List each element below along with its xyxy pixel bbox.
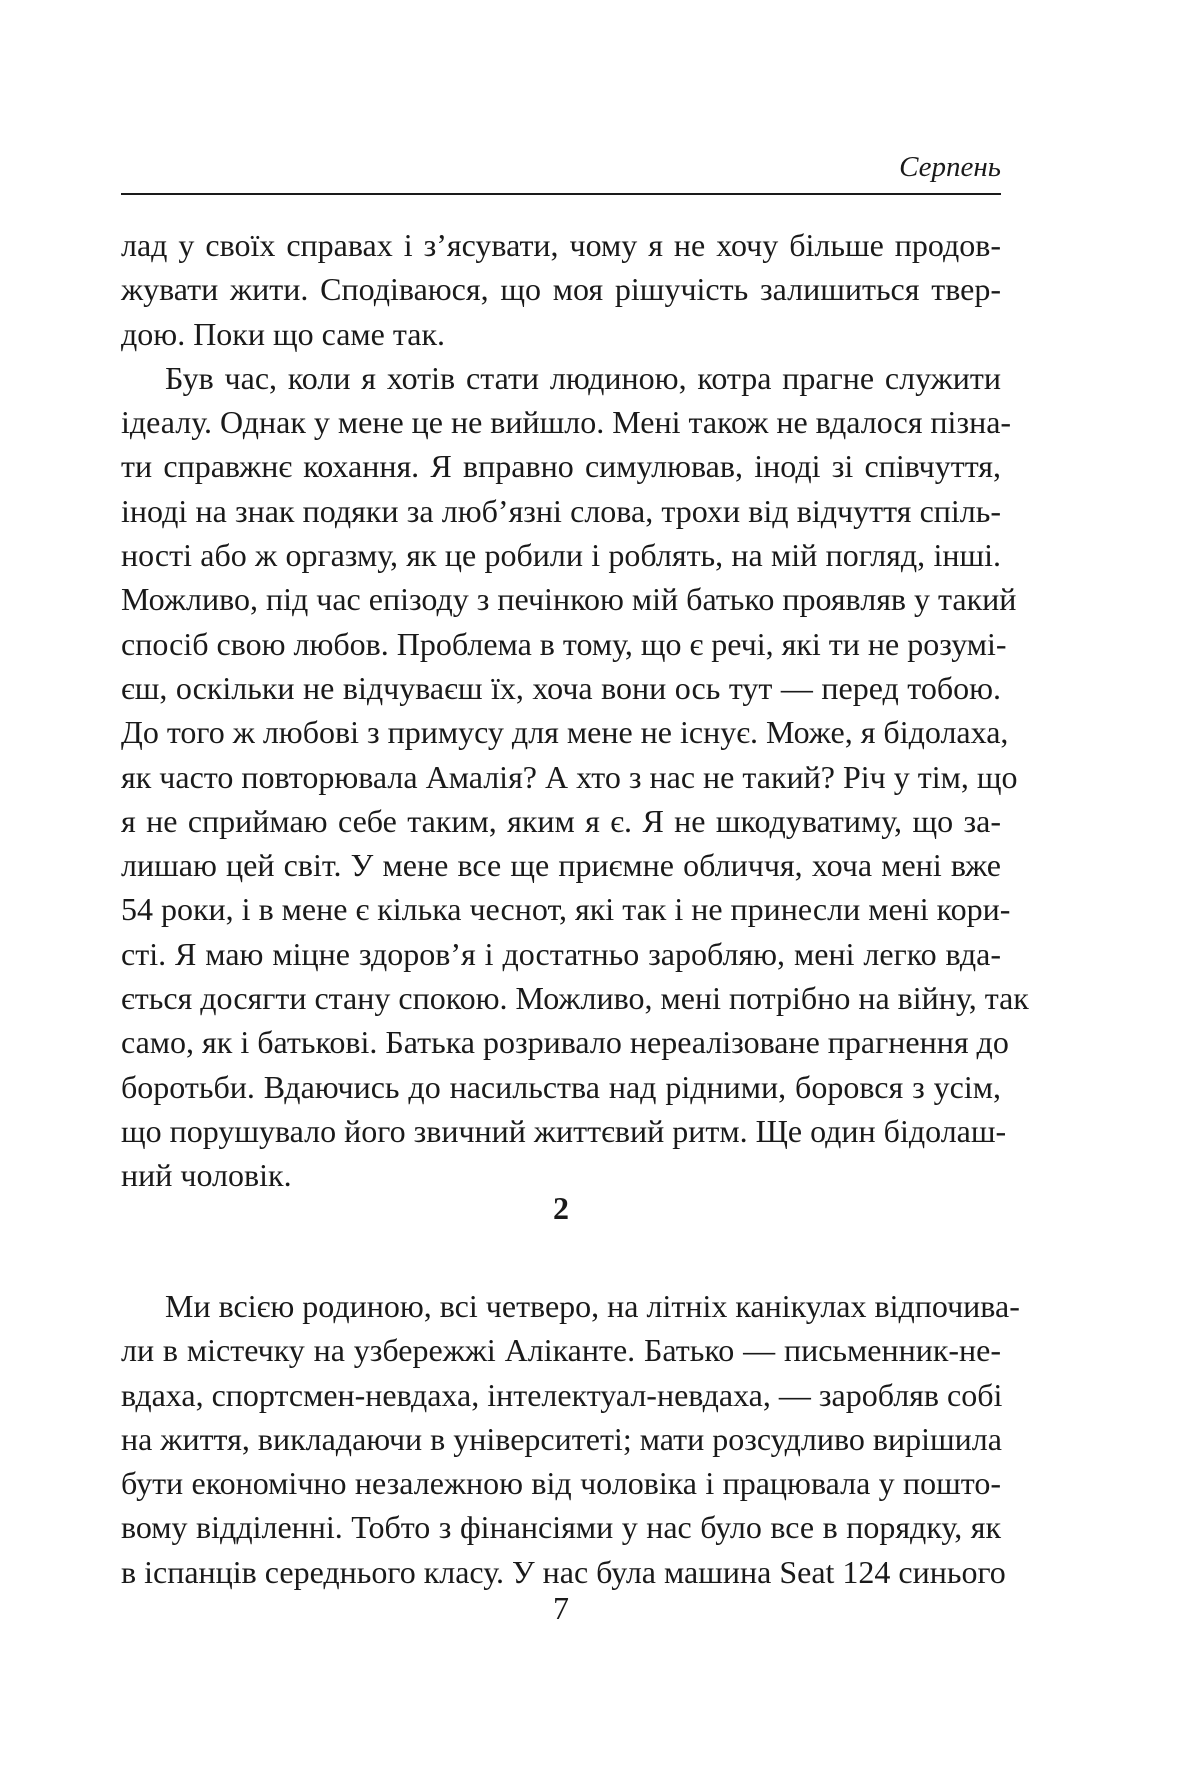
header-rule bbox=[121, 193, 1001, 195]
text-line: дою. Поки що саме так. bbox=[121, 315, 445, 352]
text-line: боротьби. Вдаючись до насильства над рідними, боровся з усім, bbox=[121, 1068, 1001, 1105]
text-line: спосіб свою любов. Проблема в тому, що є речі, які ти не розумі- bbox=[121, 625, 1007, 662]
text-block-bottom bbox=[121, 1284, 1020, 1594]
text-line: ності або ж оргазму, як це робили і роблять, на мій погляд, інші. bbox=[121, 537, 1001, 574]
page-number: 7 bbox=[553, 1590, 569, 1626]
text-line: сті. Я маю міцне здоров’я і достатньо заробляю, мені легко вда- bbox=[121, 935, 1001, 972]
text-line: на життя, викладаючи в університеті; мати розсудливо вирішила bbox=[121, 1420, 1002, 1457]
text-line: 54 роки, і в мене є кілька чеснот, які так і не принесли мені кори- bbox=[121, 891, 1011, 928]
text-line: вдаха, спортсмен-невдаха, інтелектуал-невдаха, — заробляв собі bbox=[121, 1376, 1003, 1413]
section-number: 2 bbox=[553, 1190, 569, 1226]
text-line: єш, оскільки не відчуваєш їх, хоча вони ось тут — перед тобою. bbox=[121, 669, 1001, 706]
text-block-top bbox=[121, 223, 1029, 1198]
text-line: Ми всією родиною, всі четверо, на літніх канікулах відпочива- bbox=[165, 1288, 1020, 1324]
text-line: іноді на знак подяки за люб’язні слова, трохи від відчуття спіль- bbox=[121, 492, 1001, 529]
text-line: само, як і батькові. Батька розривало нереалізоване прагнення до bbox=[121, 1024, 1009, 1061]
text-line: Був час, коли я хотів стати людиною, котра прагне служити bbox=[165, 359, 1001, 396]
text-line: ти справжнє кохання. Я вправно симулював, іноді зі співчуття, bbox=[121, 448, 1001, 485]
text-line: як часто повторювала Амалія? А хто з нас не такий? Річ у тім, що bbox=[121, 758, 1018, 795]
text-line: я не сприймаю себе таким, яким я є. Я не шкодуватиму, що за- bbox=[121, 802, 1001, 839]
text-line: ідеалу. Однак у мене це не вийшло. Мені також не вдалося пізна- bbox=[121, 404, 1012, 441]
text-line: До того ж любові з примусу для мене не існує. Може, я бідолаха, bbox=[121, 714, 1009, 751]
running-header: Серпень bbox=[899, 151, 1001, 183]
text-line: ний чоловік. bbox=[121, 1157, 292, 1194]
text-line: що порушувало його звичний життєвий ритм. Ще один бідолаш- bbox=[121, 1112, 1007, 1149]
text-line: бути економічно незалежною від чоловіка і працювала у пошто- bbox=[121, 1465, 1001, 1502]
text-line: лишаю цей світ. У мене все ще приємне обличчя, хоча мені вже bbox=[121, 847, 1001, 884]
text-line: в іспанців середнього класу. У нас була машина Seat 124 синього bbox=[121, 1553, 1006, 1590]
text-line: вому відділенні. Тобто з фінансіями у нас було все в порядку, як bbox=[121, 1509, 1001, 1546]
text-line: лад у своїх справах і з’ясувати, чому я не хочу більше продов- bbox=[121, 227, 1001, 263]
text-line: жувати жити. Сподіваюся, що моя рішучість залишиться твер- bbox=[121, 271, 1001, 308]
text-line: Можливо, під час епізоду з печінкою мій батько проявляв у такий bbox=[121, 581, 1017, 618]
text-line: ли в містечку на узбережжі Аліканте. Батько — письменник-не- bbox=[121, 1332, 1001, 1369]
text-line: ється досягти стану спокою. Можливо, мені потрібно на війну, так bbox=[121, 980, 1029, 1017]
